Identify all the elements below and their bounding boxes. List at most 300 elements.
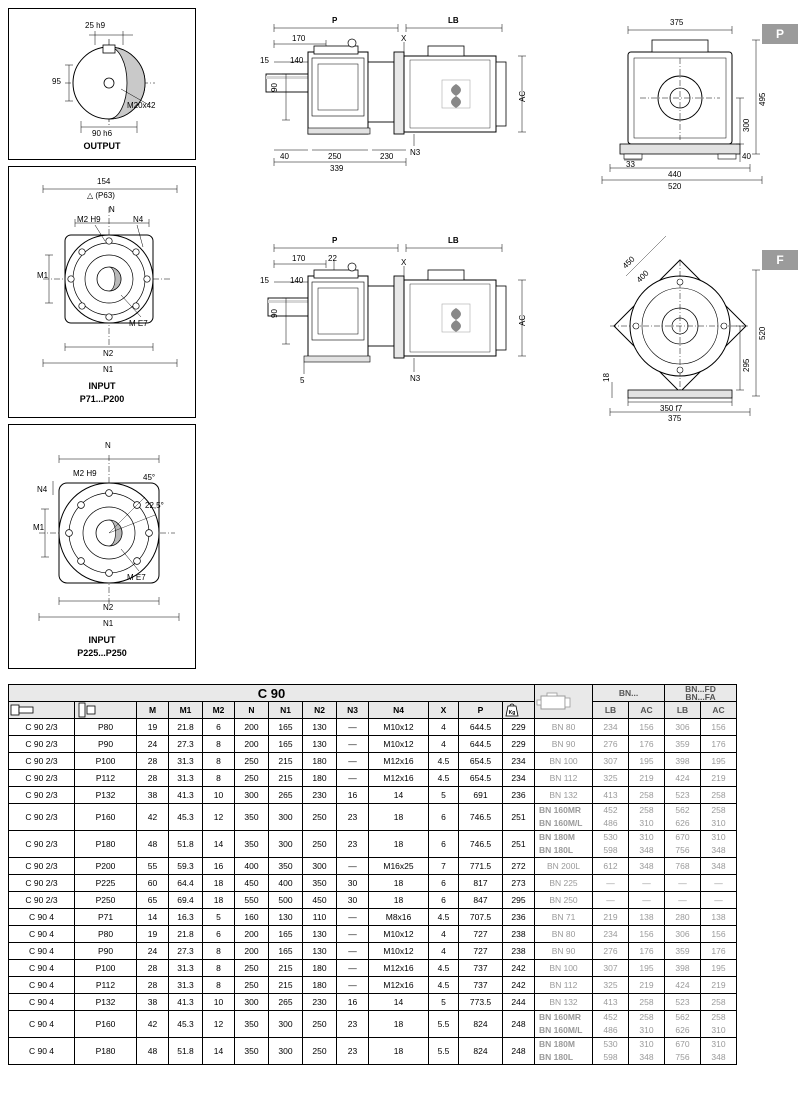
motor-header-bnfd-l1: BN...FD bbox=[685, 684, 716, 694]
table-row bbox=[9, 858, 737, 875]
cell-N1: 300 bbox=[269, 1011, 303, 1038]
cell-motor bbox=[535, 804, 593, 831]
value-a: 258 bbox=[639, 805, 654, 815]
cell-ac-fd bbox=[701, 1011, 737, 1038]
cell-N4: M16x25 bbox=[369, 858, 429, 875]
cell-N: 450 bbox=[235, 875, 269, 892]
cell-M2: 12 bbox=[203, 1011, 235, 1038]
cell-type: C 90 2/3 bbox=[9, 787, 75, 804]
cell-ac-fd: 258 bbox=[701, 787, 737, 804]
cell-P: 691 bbox=[459, 787, 503, 804]
col-header-lb-fd: LB bbox=[665, 702, 701, 719]
cell-N4: M12x16 bbox=[369, 753, 429, 770]
cell-motor: BN 250 bbox=[535, 892, 593, 909]
cell-ac-bn: 219 bbox=[629, 770, 665, 787]
cell-N1: 300 bbox=[269, 804, 303, 831]
col-header-M2: M2 bbox=[203, 702, 235, 719]
panel-input-small-subtitle: P71...P200 bbox=[79, 394, 125, 404]
cell-p-size: P200 bbox=[75, 858, 137, 875]
cell-P: 737 bbox=[459, 960, 503, 977]
cell-N2: 180 bbox=[303, 977, 337, 994]
top-dim-40: 40 bbox=[280, 152, 289, 161]
cell-M2: 8 bbox=[203, 977, 235, 994]
cell-ac-bn: 195 bbox=[629, 960, 665, 977]
top-dim-250: 250 bbox=[328, 152, 342, 161]
cell-M2: 12 bbox=[203, 804, 235, 831]
view-top-side: P LB 170 15 140 X 90 AC 40 250 230 N3 339 bbox=[256, 10, 546, 170]
cell-lb-fd: 523 bbox=[665, 994, 701, 1011]
cell-M: 24 bbox=[137, 943, 169, 960]
view-right-p: 375 495 300 33 40 440 520 bbox=[590, 10, 800, 185]
cell-p-size: P71 bbox=[75, 909, 137, 926]
rightf-dim-400: 400 bbox=[634, 268, 651, 285]
cell-ac-bn: 156 bbox=[629, 719, 665, 736]
cell-lb-bn bbox=[593, 804, 629, 831]
bottom-dim-N3: N3 bbox=[410, 374, 421, 383]
value-a: 258 bbox=[639, 1012, 654, 1022]
value-a: 670 bbox=[675, 1039, 690, 1049]
cell-M2: 6 bbox=[203, 926, 235, 943]
weight-icon bbox=[503, 703, 521, 717]
cell-N1: 165 bbox=[269, 926, 303, 943]
motor-header-bnfd bbox=[665, 685, 737, 702]
cell-M1: 45.3 bbox=[169, 1011, 203, 1038]
cell-N4: 18 bbox=[369, 1038, 429, 1065]
cell-P: 644.5 bbox=[459, 736, 503, 753]
cell-N4: M12x16 bbox=[369, 770, 429, 787]
view-right-f: 450 400 520 295 18 350 f7 375 bbox=[590, 236, 800, 416]
cell-ac-fd: 156 bbox=[701, 926, 737, 943]
cell-p-size: P100 bbox=[75, 960, 137, 977]
cell-ac-fd bbox=[701, 1038, 737, 1065]
cell-p-size: P80 bbox=[75, 719, 137, 736]
output-dim-25h9: 25 h9 bbox=[85, 21, 106, 30]
value-b: 756 bbox=[675, 1052, 690, 1062]
col-header-N: N bbox=[235, 702, 269, 719]
input-small-dim-n1: N1 bbox=[103, 365, 114, 374]
cell-lb-bn: — bbox=[593, 875, 629, 892]
value-a: 310 bbox=[711, 1039, 726, 1049]
cell-type: C 90 4 bbox=[9, 994, 75, 1011]
cell-ac-bn: — bbox=[629, 892, 665, 909]
svg-text:Kg: Kg bbox=[508, 710, 516, 716]
cell-Kg: 273 bbox=[503, 875, 535, 892]
panel-input-small-title: INPUT bbox=[88, 381, 116, 391]
cell-M: 65 bbox=[137, 892, 169, 909]
cell-ac-bn bbox=[629, 1038, 665, 1065]
cell-M2: 8 bbox=[203, 770, 235, 787]
cell-p-size: P112 bbox=[75, 770, 137, 787]
col-header-N4: N4 bbox=[369, 702, 429, 719]
cell-motor bbox=[535, 1038, 593, 1065]
cell-N2: 250 bbox=[303, 1011, 337, 1038]
col-header-M1: M1 bbox=[169, 702, 203, 719]
table-row bbox=[9, 909, 737, 926]
cell-X: 4 bbox=[429, 926, 459, 943]
cell-X: 5.5 bbox=[429, 1011, 459, 1038]
cell-N: 200 bbox=[235, 943, 269, 960]
cell-M: 28 bbox=[137, 753, 169, 770]
table-row bbox=[9, 875, 737, 892]
cell-M: 24 bbox=[137, 736, 169, 753]
value-b: 626 bbox=[675, 1025, 690, 1035]
cell-N: 250 bbox=[235, 977, 269, 994]
cell-N2: 130 bbox=[303, 736, 337, 753]
cell-type: C 90 4 bbox=[9, 909, 75, 926]
cell-N: 400 bbox=[235, 858, 269, 875]
cell-type: C 90 4 bbox=[9, 943, 75, 960]
col-header-N1: N1 bbox=[269, 702, 303, 719]
cell-ac-fd bbox=[701, 804, 737, 831]
cell-N1: 265 bbox=[269, 994, 303, 1011]
cell-N3: 16 bbox=[337, 994, 369, 1011]
cell-X: 6 bbox=[429, 875, 459, 892]
cell-Kg: 238 bbox=[503, 943, 535, 960]
cell-motor: BN 80 bbox=[535, 926, 593, 943]
cell-N2: 180 bbox=[303, 770, 337, 787]
top-dim-339: 339 bbox=[330, 164, 344, 173]
cell-p-size: P90 bbox=[75, 943, 137, 960]
cell-M1: 41.3 bbox=[169, 994, 203, 1011]
cell-M2: 8 bbox=[203, 736, 235, 753]
cell-M1: 27.3 bbox=[169, 943, 203, 960]
bottom-dim-P: P bbox=[332, 236, 338, 245]
cell-lb-bn: 325 bbox=[593, 977, 629, 994]
input-small-dim-n4: N4 bbox=[133, 215, 144, 224]
cell-X: 6 bbox=[429, 804, 459, 831]
spec-table bbox=[8, 684, 737, 1065]
cell-N2: 450 bbox=[303, 892, 337, 909]
cell-N4: M10x12 bbox=[369, 943, 429, 960]
input-large-drawing bbox=[9, 425, 195, 668]
panel-output-title: OUTPUT bbox=[83, 141, 121, 151]
cell-Kg: 251 bbox=[503, 804, 535, 831]
cell-M2: 10 bbox=[203, 787, 235, 804]
cell-lb-bn: 307 bbox=[593, 960, 629, 977]
rightf-dim-375: 375 bbox=[668, 414, 682, 423]
cell-X: 6 bbox=[429, 892, 459, 909]
cell-N4: M12x16 bbox=[369, 960, 429, 977]
motor-name-a: BN 180M bbox=[539, 1039, 575, 1049]
cell-lb-fd: 424 bbox=[665, 977, 701, 994]
cell-M2: 10 bbox=[203, 994, 235, 1011]
cell-motor: BN 100 bbox=[535, 960, 593, 977]
table-row bbox=[9, 926, 737, 943]
col-header-icon-input bbox=[75, 702, 137, 719]
cell-ac-bn: 258 bbox=[629, 994, 665, 1011]
table-row bbox=[9, 770, 737, 787]
bottom-dim-170: 170 bbox=[292, 254, 306, 263]
cell-lb-fd: 359 bbox=[665, 943, 701, 960]
cell-N: 250 bbox=[235, 753, 269, 770]
cell-lb-bn: 234 bbox=[593, 719, 629, 736]
cell-N1: 350 bbox=[269, 858, 303, 875]
panel-output bbox=[8, 8, 196, 160]
top-dim-N3: N3 bbox=[410, 148, 421, 157]
cell-P: 727 bbox=[459, 926, 503, 943]
table-row bbox=[9, 753, 737, 770]
cell-N: 550 bbox=[235, 892, 269, 909]
value-b: 348 bbox=[711, 845, 726, 855]
value-b: 348 bbox=[639, 845, 654, 855]
cell-N2: 250 bbox=[303, 804, 337, 831]
cell-M2: 8 bbox=[203, 943, 235, 960]
cell-P: 773.5 bbox=[459, 994, 503, 1011]
cell-Kg: 229 bbox=[503, 736, 535, 753]
cell-N: 250 bbox=[235, 770, 269, 787]
cell-P: 824 bbox=[459, 1011, 503, 1038]
table-row bbox=[9, 892, 737, 909]
cell-ac-fd: 219 bbox=[701, 770, 737, 787]
cell-N: 300 bbox=[235, 994, 269, 1011]
value-a: 310 bbox=[711, 832, 726, 842]
cell-Kg: 272 bbox=[503, 858, 535, 875]
cell-lb-bn: 307 bbox=[593, 753, 629, 770]
cell-N4: M10x12 bbox=[369, 736, 429, 753]
cell-N1: 215 bbox=[269, 753, 303, 770]
cell-ac-fd: 219 bbox=[701, 977, 737, 994]
cell-N: 350 bbox=[235, 804, 269, 831]
cell-motor: BN 112 bbox=[535, 977, 593, 994]
cell-ac-fd: 156 bbox=[701, 719, 737, 736]
cell-N4: M8x16 bbox=[369, 909, 429, 926]
cell-lb-bn: — bbox=[593, 892, 629, 909]
input-large-dim-n4: N4 bbox=[37, 485, 48, 494]
cell-M1: 45.3 bbox=[169, 804, 203, 831]
col-header-ac-fd: AC bbox=[701, 702, 737, 719]
cell-N3: 30 bbox=[337, 875, 369, 892]
panel-input-small bbox=[8, 166, 196, 418]
cell-ac-bn bbox=[629, 1011, 665, 1038]
input-large-dim-m2h9: M2 H9 bbox=[73, 469, 97, 478]
table-row bbox=[9, 736, 737, 753]
cell-P: 746.5 bbox=[459, 804, 503, 831]
table-row bbox=[9, 719, 737, 736]
cell-ac-fd: — bbox=[701, 892, 737, 909]
cell-N3: 16 bbox=[337, 787, 369, 804]
table-row bbox=[9, 831, 737, 858]
cell-N: 160 bbox=[235, 909, 269, 926]
cell-N3: — bbox=[337, 736, 369, 753]
table-row bbox=[9, 977, 737, 994]
cell-N3: — bbox=[337, 753, 369, 770]
cell-ac-bn: 176 bbox=[629, 943, 665, 960]
output-shaft-icon bbox=[9, 702, 37, 718]
cell-N: 300 bbox=[235, 787, 269, 804]
cell-X: 7 bbox=[429, 858, 459, 875]
cell-N3: 23 bbox=[337, 831, 369, 858]
input-small-dim-m2h9: M2 H9 bbox=[77, 215, 101, 224]
cell-M1: 16.3 bbox=[169, 909, 203, 926]
cell-lb-fd: 398 bbox=[665, 753, 701, 770]
cell-N: 350 bbox=[235, 831, 269, 858]
cell-X: 4 bbox=[429, 736, 459, 753]
cell-Kg: 242 bbox=[503, 960, 535, 977]
cell-M1: 59.3 bbox=[169, 858, 203, 875]
value-b: 348 bbox=[639, 1052, 654, 1062]
cell-N4: M12x16 bbox=[369, 977, 429, 994]
input-small-drawing bbox=[9, 167, 195, 417]
cell-M: 14 bbox=[137, 909, 169, 926]
col-header-X: X bbox=[429, 702, 459, 719]
value-a: 258 bbox=[711, 1012, 726, 1022]
cell-P: 644.5 bbox=[459, 719, 503, 736]
table-row bbox=[9, 943, 737, 960]
cell-M1: 21.8 bbox=[169, 926, 203, 943]
cell-lb-fd: 398 bbox=[665, 960, 701, 977]
cell-Kg: 238 bbox=[503, 926, 535, 943]
motor-name-b: BN 160M/L bbox=[539, 818, 583, 828]
cell-M: 55 bbox=[137, 858, 169, 875]
cell-lb-fd: 280 bbox=[665, 909, 701, 926]
cell-P: 654.5 bbox=[459, 770, 503, 787]
cell-ac-bn: 219 bbox=[629, 977, 665, 994]
cell-X: 5 bbox=[429, 787, 459, 804]
rightp-dim-33: 33 bbox=[626, 160, 635, 169]
col-header-P: P bbox=[459, 702, 503, 719]
cell-N3: 23 bbox=[337, 1011, 369, 1038]
cell-p-size: P100 bbox=[75, 753, 137, 770]
cell-lb-fd: 523 bbox=[665, 787, 701, 804]
cell-N2: 130 bbox=[303, 926, 337, 943]
cell-N4: 14 bbox=[369, 994, 429, 1011]
cell-ac-bn: 156 bbox=[629, 926, 665, 943]
cell-M: 19 bbox=[137, 926, 169, 943]
input-small-dim-n2: N2 bbox=[103, 349, 114, 358]
input-large-dim-m1: M1 bbox=[33, 523, 45, 532]
cell-N3: — bbox=[337, 960, 369, 977]
col-header-N2: N2 bbox=[303, 702, 337, 719]
value-a: 258 bbox=[711, 805, 726, 815]
cell-M: 28 bbox=[137, 960, 169, 977]
cell-M1: 51.8 bbox=[169, 831, 203, 858]
cell-lb-fd bbox=[665, 804, 701, 831]
cell-type: C 90 4 bbox=[9, 1011, 75, 1038]
cell-lb-bn bbox=[593, 1011, 629, 1038]
cell-N: 200 bbox=[235, 736, 269, 753]
cell-motor bbox=[535, 1011, 593, 1038]
cell-N1: 400 bbox=[269, 875, 303, 892]
col-header-icon-output bbox=[9, 702, 75, 719]
cell-M1: 31.3 bbox=[169, 960, 203, 977]
cell-ac-bn: 176 bbox=[629, 736, 665, 753]
cell-motor: BN 100 bbox=[535, 753, 593, 770]
cell-motor: BN 225 bbox=[535, 875, 593, 892]
cell-X: 4.5 bbox=[429, 960, 459, 977]
col-header-ac-bn: AC bbox=[629, 702, 665, 719]
value-b: 310 bbox=[711, 1025, 726, 1035]
value-b: 626 bbox=[675, 818, 690, 828]
cell-M1: 64.4 bbox=[169, 875, 203, 892]
cell-M: 42 bbox=[137, 804, 169, 831]
input-large-dim-225deg: 22,5° bbox=[145, 501, 164, 510]
cell-N4: 18 bbox=[369, 892, 429, 909]
cell-N1: 165 bbox=[269, 943, 303, 960]
cell-p-size: P112 bbox=[75, 977, 137, 994]
rightp-dim-40: 40 bbox=[742, 152, 751, 161]
value-a: 452 bbox=[603, 805, 618, 815]
rightf-dim-450: 450 bbox=[620, 254, 637, 271]
cell-M1: 41.3 bbox=[169, 787, 203, 804]
cell-Kg: 295 bbox=[503, 892, 535, 909]
cell-type: C 90 4 bbox=[9, 926, 75, 943]
rightf-dim-350f7: 350 f7 bbox=[660, 404, 683, 413]
cell-M2: 14 bbox=[203, 831, 235, 858]
cell-p-size: P180 bbox=[75, 831, 137, 858]
value-b: 598 bbox=[603, 1052, 618, 1062]
cell-P: 727 bbox=[459, 943, 503, 960]
cell-N1: 215 bbox=[269, 770, 303, 787]
cell-ac-bn: 195 bbox=[629, 753, 665, 770]
cell-ac-fd: 176 bbox=[701, 943, 737, 960]
cell-M: 28 bbox=[137, 770, 169, 787]
cell-lb-fd: 306 bbox=[665, 926, 701, 943]
cell-N3: — bbox=[337, 770, 369, 787]
value-a: 530 bbox=[603, 832, 618, 842]
cell-M: 60 bbox=[137, 875, 169, 892]
cell-N3: 23 bbox=[337, 1038, 369, 1065]
output-dim-m20x42: M20x42 bbox=[127, 101, 156, 110]
col-header-lb-bn: LB bbox=[593, 702, 629, 719]
top-dim-15: 15 bbox=[260, 56, 269, 65]
panel-input-large-subtitle: P225...P250 bbox=[77, 648, 127, 658]
value-b: 348 bbox=[711, 1052, 726, 1062]
cell-N: 350 bbox=[235, 1038, 269, 1065]
cell-M: 48 bbox=[137, 1038, 169, 1065]
input-large-dim-45deg: 45° bbox=[143, 473, 156, 482]
cell-N: 200 bbox=[235, 926, 269, 943]
cell-ac-fd: — bbox=[701, 875, 737, 892]
cell-P: 824 bbox=[459, 1038, 503, 1065]
cell-lb-bn bbox=[593, 1038, 629, 1065]
bottom-dim-140: 140 bbox=[290, 276, 304, 285]
cell-ac-fd: 258 bbox=[701, 994, 737, 1011]
cell-N1: 265 bbox=[269, 787, 303, 804]
cell-lb-bn: 276 bbox=[593, 943, 629, 960]
cell-motor: BN 132 bbox=[535, 787, 593, 804]
cell-lb-fd bbox=[665, 1011, 701, 1038]
table-row bbox=[9, 1011, 737, 1038]
input-large-dim-n1: N1 bbox=[103, 619, 114, 628]
cell-ac-bn: 348 bbox=[629, 858, 665, 875]
cell-M: 19 bbox=[137, 719, 169, 736]
cell-Kg: 236 bbox=[503, 787, 535, 804]
cell-lb-fd: 424 bbox=[665, 770, 701, 787]
value-a: 670 bbox=[675, 832, 690, 842]
top-dim-170: 170 bbox=[292, 34, 306, 43]
cell-lb-fd: 306 bbox=[665, 719, 701, 736]
cell-M: 38 bbox=[137, 787, 169, 804]
cell-M2: 6 bbox=[203, 719, 235, 736]
cell-M2: 8 bbox=[203, 753, 235, 770]
value-a: 562 bbox=[675, 805, 690, 815]
cell-type: C 90 4 bbox=[9, 977, 75, 994]
top-dim-230: 230 bbox=[380, 152, 394, 161]
cell-N3: — bbox=[337, 926, 369, 943]
cell-p-size: P180 bbox=[75, 1038, 137, 1065]
cell-Kg: 234 bbox=[503, 770, 535, 787]
rightp-dim-520: 520 bbox=[668, 182, 682, 191]
cell-P: 847 bbox=[459, 892, 503, 909]
cell-X: 4.5 bbox=[429, 977, 459, 994]
cell-N2: 230 bbox=[303, 994, 337, 1011]
cell-type: C 90 2/3 bbox=[9, 875, 75, 892]
cell-type: C 90 2/3 bbox=[9, 719, 75, 736]
input-large-dim-n: N bbox=[105, 441, 111, 450]
cell-M: 48 bbox=[137, 831, 169, 858]
cell-type: C 90 4 bbox=[9, 960, 75, 977]
table-row bbox=[9, 787, 737, 804]
